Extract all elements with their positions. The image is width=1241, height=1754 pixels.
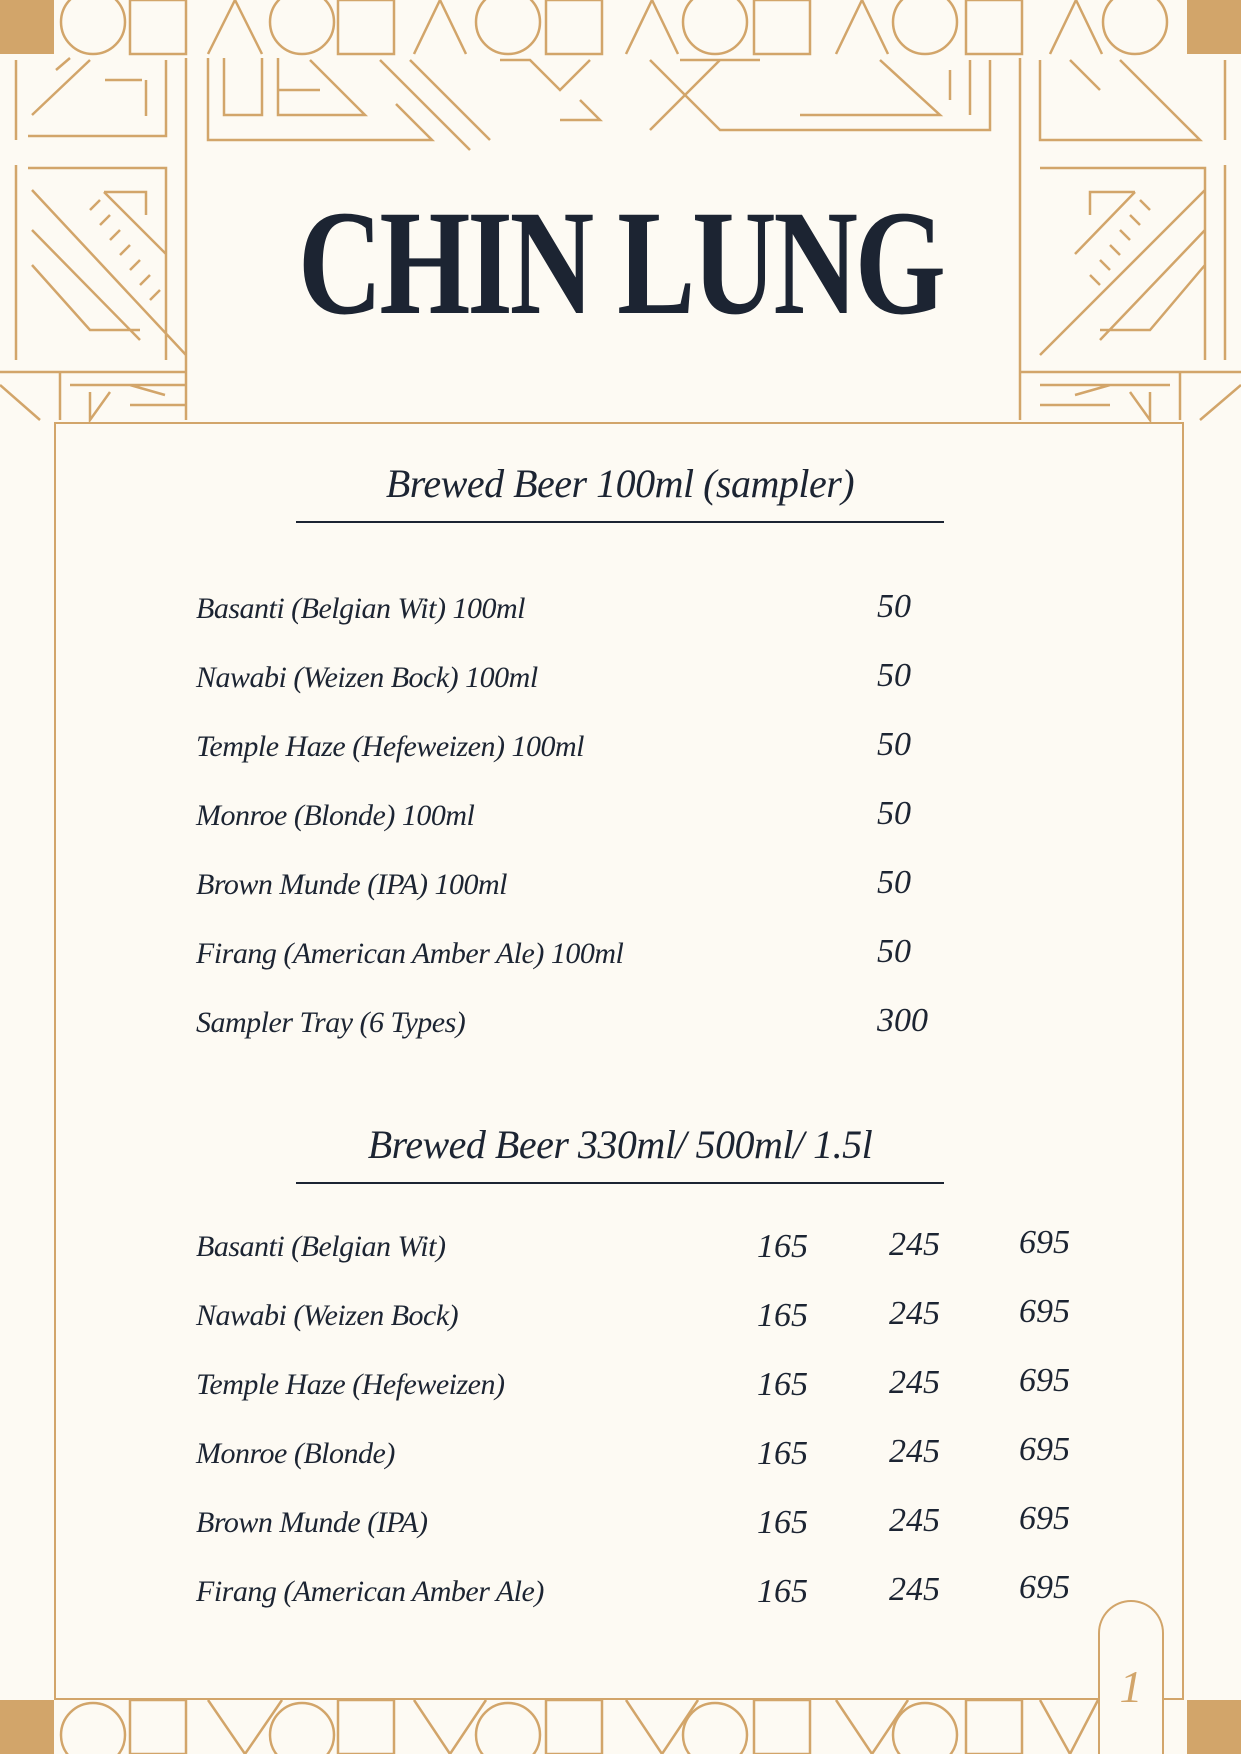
price-330ml: 165 (757, 1297, 808, 1334)
sampler-item-price: 300 (877, 1002, 928, 1039)
price-1-5l: 695 (1019, 1431, 1070, 1468)
price-1-5l: 695 (1019, 1500, 1070, 1537)
price-330ml: 165 (757, 1228, 808, 1265)
price-500ml: 245 (889, 1502, 940, 1539)
sizes-heading-rule (296, 1182, 944, 1184)
price-500ml: 245 (889, 1364, 940, 1401)
beer-item-name: Temple Haze (Hefeweizen) (196, 1368, 505, 1401)
price-330ml: 165 (757, 1366, 808, 1403)
price-500ml: 245 (889, 1295, 940, 1332)
beer-item-name: Firang (American Amber Ale) (196, 1575, 544, 1608)
sampler-item-price: 50 (877, 588, 911, 625)
sampler-item-price: 50 (877, 864, 911, 901)
sampler-item-price: 50 (877, 726, 911, 763)
price-500ml: 245 (889, 1226, 940, 1263)
sizes-heading: Brewed Beer 330ml/ 500ml/ 1.5l (367, 1122, 873, 1167)
sampler-item-name: Brown Munde (IPA) 100ml (196, 868, 507, 901)
price-1-5l: 695 (1019, 1293, 1070, 1330)
price-500ml: 245 (889, 1433, 940, 1470)
sampler-item-name: Basanti (Belgian Wit) 100ml (196, 592, 525, 625)
page-number: 1 (1119, 1661, 1143, 1712)
restaurant-title: CHIN LUNG (298, 180, 943, 346)
sampler-heading-rule (296, 521, 944, 523)
beer-item-name: Brown Munde (IPA) (196, 1506, 428, 1539)
sampler-item-price: 50 (877, 933, 911, 970)
price-330ml: 165 (757, 1504, 808, 1541)
page-number-tab (1098, 1600, 1164, 1754)
price-330ml: 165 (757, 1435, 808, 1472)
price-500ml: 245 (889, 1571, 940, 1608)
sampler-item-name: Sampler Tray (6 Types) (196, 1006, 466, 1039)
sampler-heading: Brewed Beer 100ml (sampler) (385, 461, 855, 506)
sampler-item-name: Monroe (Blonde) 100ml (196, 799, 475, 832)
sampler-item-price: 50 (877, 795, 911, 832)
price-1-5l: 695 (1019, 1362, 1070, 1399)
beer-item-name: Basanti (Belgian Wit) (196, 1230, 446, 1263)
beer-item-name: Nawabi (Weizen Bock) (196, 1299, 459, 1332)
sampler-item-name: Nawabi (Weizen Bock) 100ml (196, 661, 538, 694)
price-1-5l: 695 (1019, 1224, 1070, 1261)
price-1-5l: 695 (1019, 1569, 1070, 1606)
sampler-item-price: 50 (877, 657, 911, 694)
sampler-item-name: Temple Haze (Hefeweizen) 100ml (196, 730, 584, 763)
sampler-item-name: Firang (American Amber Ale) 100ml (196, 937, 624, 970)
beer-item-name: Monroe (Blonde) (196, 1437, 395, 1470)
price-330ml: 165 (757, 1573, 808, 1610)
